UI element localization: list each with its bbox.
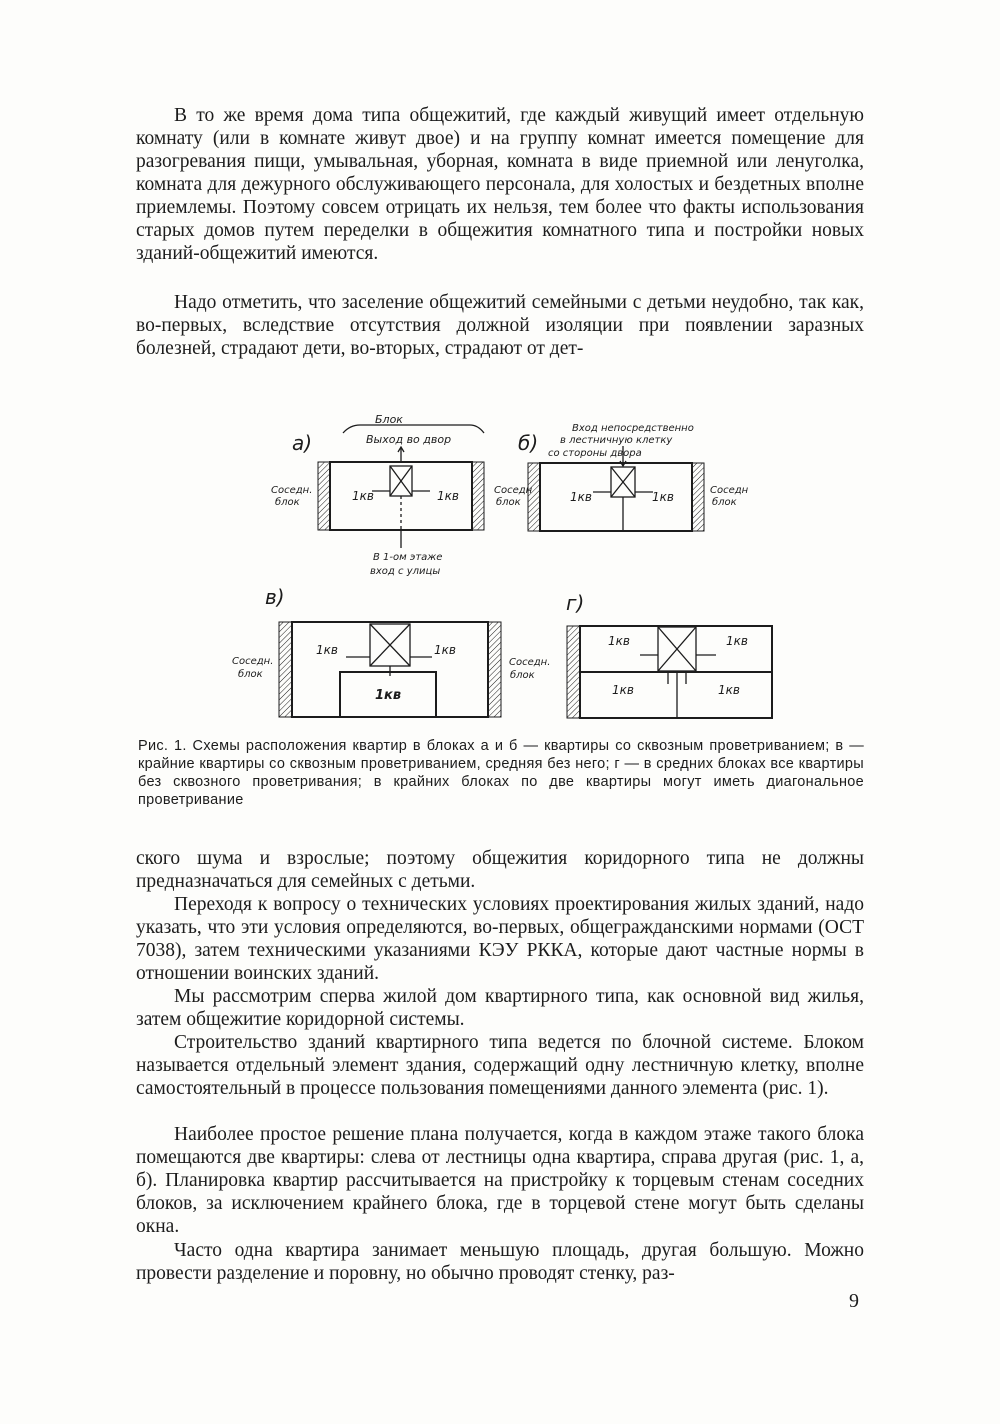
scheme-b-neighbor-left-line1: Соседн [494, 485, 533, 496]
scheme-b-entry-line2: в лестничную клетку [560, 435, 673, 446]
scheme-a-right-wall-hatch [472, 462, 484, 530]
scheme-b-neighbor-right-line1: Соседн [710, 485, 749, 496]
figure-caption: Рис. 1. Схемы расположения квартир в блоках а и б — квартиры со сквозным проветриванием; в — крайние квартиры со сквозным проветриванием, средняя без него; г — в средних блоках все квартиры без сквозного проветривания; в крайних блоках по две квартиры могут иметь диагональное проветривание [138, 738, 864, 808]
paragraph-5: Мы рассмотрим сперва жилой дом квартирного типа, как основной вид жилья, затем общежитие коридорной системы. [136, 986, 864, 1030]
scheme-g-letter: г) [566, 591, 585, 615]
scheme-b-letter: б) [518, 431, 539, 455]
scheme-v-neighbor-left-line1: Соседн. [232, 656, 274, 667]
scheme-b-neighbor-right-line2: блок [712, 497, 737, 508]
scheme-v-apartment-left: 1кв [316, 643, 338, 657]
paragraph-1: В то же время дома типа общежитий, где каждый живущий имеет отдельную комнату (или в комнате живут двое) и на группу комнат имеется помещение для разогревания пищи, умывальная, уборная, комната в виде приемной или ленуголка, комната для дежурного обслуживающего персонала, для холостых и бездетных вполне приемлемы. Поэтому совсем отрицать их нельзя, тем более что факты использования старых домов путем переделки в общежития комнатного типа и постройки новых зданий-общежитий имеются. [136, 105, 864, 264]
paragraph-4: Переходя к вопросу о технических условиях проектирования жилых зданий, надо указать, что эти условия определяются, во-первых, общегражданскими нормами (ОСТ 7038), затем техническими указаниями КЭУ РККА, которые дают частные нормы в отношении воинских зданий. [136, 894, 864, 984]
scheme-b-apartment-left: 1кв [570, 490, 592, 504]
scheme-a-neighbor-line2: блок [275, 497, 300, 508]
scheme-v-apartment-middle: 1кв [375, 688, 402, 703]
scheme-b [494, 423, 749, 531]
scheme-v-neighbor-right-line2: блок [510, 670, 535, 681]
scheme-g-apartment-bottom-right: 1кв [718, 683, 740, 697]
scheme-g-apartment-bottom-left: 1кв [612, 683, 634, 697]
scheme-a-block-bracket [343, 425, 484, 433]
scheme-v-apartment-right: 1кв [434, 643, 456, 657]
scheme-b-entry-line1: Вход непосредственно [572, 423, 694, 434]
paragraph-3: ского шума и взрослые; поэтому общежития коридорного типа не должны предназначаться для семейных с детьми. [136, 848, 864, 892]
scheme-a-left-wall-hatch [318, 462, 330, 530]
scheme-a-neighbor-line1: Соседн. [271, 485, 313, 496]
scheme-a-letter: а) [292, 431, 313, 455]
scheme-g-left-wall-hatch [567, 626, 580, 718]
paragraph-6: Строительство зданий квартирного типа ведется по блочной системе. Блоком называется отдельный элемент здания, содержащий одну лестничную клетку, вполне самостоятельный в процессе пользования помещениями данного элемента (рис. 1). [136, 1032, 864, 1099]
scheme-b-left-wall-hatch [528, 463, 540, 531]
scheme-g-apartment-top-right: 1кв [726, 634, 748, 648]
scheme-v-neighbor-right-line1: Соседн. [509, 657, 551, 668]
paragraph-2: Надо отметить, что заселение общежитий семейными с детьми неудобно, так как, во-первых, вследствие отсутствия должной изоляции при появлении заразных болезней, страдают дети, во-вторых, страдают от дет- [136, 292, 864, 359]
scheme-v [232, 585, 550, 717]
scheme-a-exit-label: Выход во двор [366, 433, 452, 446]
scheme-b-neighbor-left-line2: блок [496, 497, 521, 508]
scheme-a-block-label: Блок [375, 413, 403, 426]
scheme-a-entry-line1: В 1-ом этаже [373, 552, 443, 563]
scheme-a-apartment-left: 1кв [352, 489, 374, 503]
scheme-g-apartment-top-left: 1кв [608, 634, 630, 648]
scheme-v-letter: в) [265, 585, 285, 609]
scheme-a-entry-line2: вход с улицы [370, 566, 441, 577]
scheme-b-right-wall-hatch [692, 463, 704, 531]
scheme-b-apartment-right: 1кв [652, 490, 674, 504]
scheme-v-neighbor-left-line2: блок [238, 669, 263, 680]
scheme-g [566, 591, 772, 718]
paragraph-7: Наиболее простое решение плана получается, когда в каждом этаже такого блока помещаются две квартиры: слева от лестницы одна квартира, справа другая (рис. 1, а, б). Планировка квартир рассчитывается на пристройку к торцевым стенам соседних блоков, за исключением крайнего блока, где в торцевой стене могут быть сделаны окна. [136, 1124, 864, 1237]
scheme-a-apartment-right: 1кв [437, 489, 459, 503]
scheme-v-right-wall-hatch [488, 622, 501, 717]
scheme-a [271, 413, 484, 577]
scheme-b-entry-line3: со стороны двора [548, 448, 642, 459]
scheme-v-left-wall-hatch [279, 622, 292, 717]
paragraph-8: Часто одна квартира занимает меньшую площадь, другая большую. Можно провести разделение и поровну, но обычно проводят стенку, раз- [136, 1240, 864, 1284]
page-number: 9 [849, 1290, 859, 1312]
